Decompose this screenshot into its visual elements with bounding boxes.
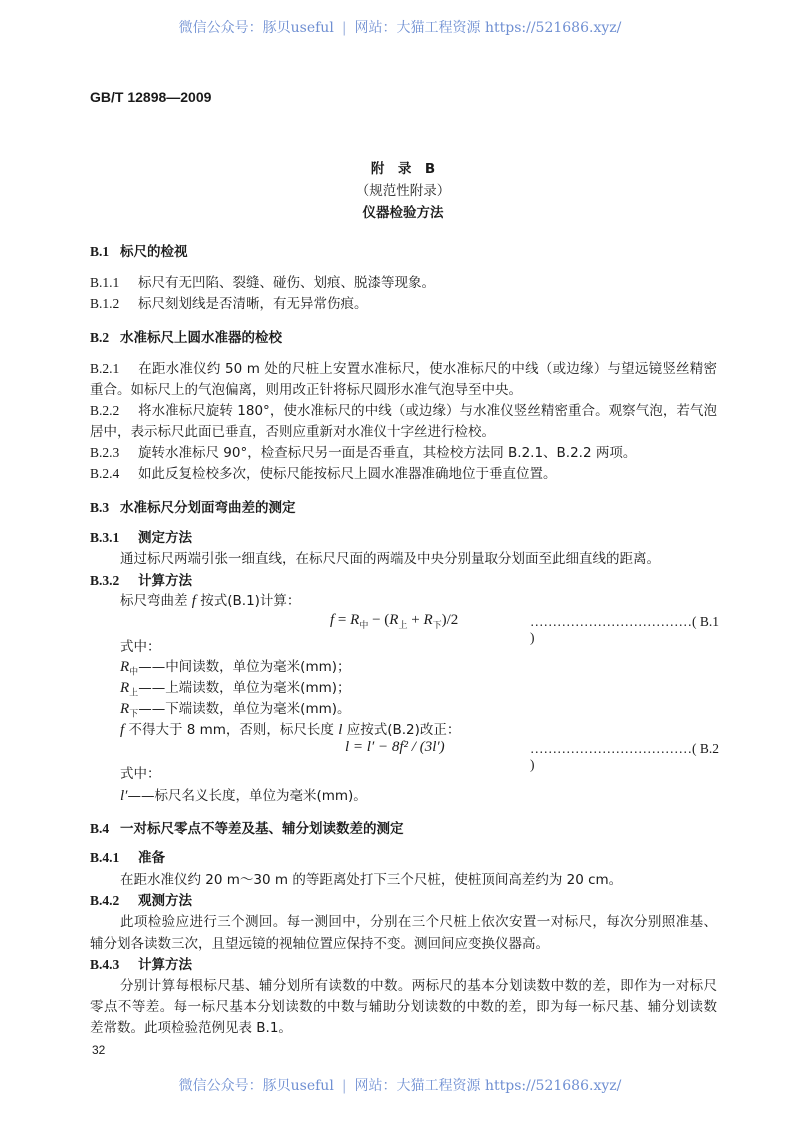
clause-b4-3-line3: 差常数。此项检验范例见表 B.1。 xyxy=(90,1020,292,1036)
clause-b4-3-line1: 分别计算每根标尺基、辅分划所有读数的中数。两标尺的基本分划读数中数的差，即作为一对标尺 xyxy=(120,978,717,994)
clause-b2-1-line2: 重合。如标尺上的气泡偏离，则用改正针将标尺圆形水准气泡导至中央。 xyxy=(90,382,522,398)
section-title: 水准标尺上圆水准器的检校 xyxy=(120,330,282,346)
clause-number: B.2.3 xyxy=(90,445,120,460)
watermark-website: 网站：大猫工程资源 https://521686.xyz/ xyxy=(354,20,622,36)
limit-text xyxy=(120,721,717,739)
clause-number: B.2.1 xyxy=(90,361,120,376)
clause-b3-2-heading xyxy=(90,572,717,590)
definition: ——中间读数，单位为毫米(mm)； xyxy=(138,659,351,675)
op: + xyxy=(407,612,424,628)
def-l-prime xyxy=(120,787,717,805)
clause-number: B.3.2 xyxy=(90,573,120,588)
clause-number: B.4.3 xyxy=(90,957,120,972)
symbol-f: f xyxy=(120,722,125,738)
symbol-f: f xyxy=(191,593,196,609)
watermark-website: 网站：大猫工程资源 https://521686.xyz/ xyxy=(354,1078,622,1094)
appendix-type: （规范性附录） xyxy=(355,183,451,199)
section-b1-heading xyxy=(90,243,717,261)
clause-title: 测定方法 xyxy=(138,530,192,546)
watermark-separator: | xyxy=(341,1078,347,1094)
sub: 中 xyxy=(359,620,369,630)
clause-title: 计算方法 xyxy=(138,957,192,973)
text: 应按式(B.2)改正： xyxy=(342,722,461,738)
symbol: R xyxy=(120,701,130,717)
bending-intro xyxy=(120,592,717,610)
clause-title: 观测方法 xyxy=(138,893,192,909)
watermark-top xyxy=(0,17,800,37)
section-number: B.4 xyxy=(90,821,110,836)
clause-number: B.4.2 xyxy=(90,893,120,908)
symbol: R xyxy=(120,680,130,696)
f: f xyxy=(330,612,335,628)
r: R xyxy=(350,612,360,628)
standard-number: GB/T 12898—2009 xyxy=(90,89,212,105)
section-title: 一对标尺零点不等差及基、辅分划读数差的测定 xyxy=(120,821,404,837)
watermark-separator: | xyxy=(341,20,347,36)
clause-text: 在距水准仪约 50 m 处的尺桩上安置水准标尺，使水准标尺的中线（或边缘）与望远镜竖丝精密 xyxy=(138,361,717,377)
clause-b4-2-line2: 辅分划各读数三次，且望远镜的视轴位置应保持不变。测回间应变换仪器高。 xyxy=(90,936,549,952)
clause-number: B.4.1 xyxy=(90,850,120,865)
section-number: B.2 xyxy=(90,330,110,345)
clause-b2-1-line1 xyxy=(90,360,717,378)
clause-text: 将水准标尺旋转 180°，使水准标尺的中线（或边缘）与水准仪竖丝精密重合。观察气泡，若气泡 xyxy=(138,403,717,419)
clause-number: B.2.2 xyxy=(90,403,120,418)
section-number: B.3 xyxy=(90,500,110,515)
appendix-title: 附 录 B xyxy=(370,161,436,177)
clause-b4-1-text: 在距水准仪约 20 m～30 m 的等距离处打下三个尺桩，使桩顶间高差约为 20 cm。 xyxy=(120,872,623,888)
page-number: 32 xyxy=(92,1043,106,1057)
section-number: B.1 xyxy=(90,244,110,259)
section-b3-heading xyxy=(90,499,717,517)
appendix-name: 仪器检验方法 xyxy=(362,205,444,221)
watermark-wechat: 微信公众号：豚贝useful xyxy=(178,20,334,36)
clause-text: 标尺刻划线是否清晰，有无异常伤痕。 xyxy=(138,296,368,312)
equation-number: ( B.2 ) xyxy=(530,741,719,772)
clause-text: 标尺有无凹陷、裂缝、碰伤、划痕、脱漆等现象。 xyxy=(138,275,435,291)
text: 不得大于 8 mm，否则，标尺长度 xyxy=(124,722,339,738)
op: − ( xyxy=(368,612,390,628)
clause-title: 计算方法 xyxy=(138,573,192,589)
r: R xyxy=(423,612,433,628)
clause-b2-4 xyxy=(90,465,717,483)
section-title: 标尺的检视 xyxy=(120,244,188,260)
r: R xyxy=(389,612,399,628)
sub: 下 xyxy=(129,709,139,720)
watermark-bottom xyxy=(0,1075,800,1095)
clause-b4-2-heading xyxy=(90,892,717,910)
definition: ——上端读数，单位为毫米(mm)； xyxy=(138,680,351,696)
clause-number: B.1.2 xyxy=(90,296,120,311)
clause-b4-2-line1: 此项检验应进行三个测回。每一测回中，分别在三个尺桩上依次安置一对标尺，每次分别照准基、 xyxy=(120,914,717,930)
text: 标尺弯曲差 xyxy=(120,593,192,609)
clause-text: 如此反复检校多次，使标尺能按标尺上圆水准器准确地位于垂直位置。 xyxy=(138,466,557,482)
clause-b4-3-heading xyxy=(90,956,717,974)
clause-number: B.2.4 xyxy=(90,466,120,481)
clause-b2-2-line2: 居中，表示标尺此面已垂直，否则应重新对水准仪十字丝进行检校。 xyxy=(90,424,495,440)
sub: 下 xyxy=(432,620,442,630)
clause-b4-3-line2: 零点不等差。每一标尺基本分划读数的中数与辅助分划读数的中数的差，即为每一标尺基、辅分划读数 xyxy=(90,999,717,1015)
leader-dots: ……………………………… xyxy=(530,741,692,756)
clause-b1-2 xyxy=(90,295,717,313)
symbol: l′ xyxy=(120,788,128,804)
section-b2-heading xyxy=(90,329,717,347)
symbol: R xyxy=(120,659,130,675)
clause-number: B.3.1 xyxy=(90,530,120,545)
clause-b1-1 xyxy=(90,274,717,292)
clause-b3-1-text: 通过标尺两端引张一细直线，在标尺尺面的两端及中央分别量取分划面至此细直线的距离。 xyxy=(120,551,660,567)
clause-text: 旋转水准标尺 90°，检查标尺另一面是否垂直，其检校方法同 B.2.1、B.2.2 两项。 xyxy=(138,445,637,461)
where-label-2: 式中： xyxy=(120,766,161,782)
clause-b4-1-heading xyxy=(90,849,717,867)
formula-b1 xyxy=(330,612,458,631)
clause-b2-2-line1 xyxy=(90,402,717,420)
formula-b2: l = l′ − 8f² / (3l′) xyxy=(345,739,445,755)
symbol-l: l xyxy=(338,722,343,738)
clause-b2-3 xyxy=(90,444,717,462)
definition: ——下端读数，单位为毫米(mm)。 xyxy=(138,701,351,717)
sub: 上 xyxy=(129,688,139,699)
section-title: 水准标尺分划面弯曲差的测定 xyxy=(120,500,296,516)
op: )/2 xyxy=(441,612,459,628)
clause-title: 准备 xyxy=(138,850,165,866)
equation-number: ( B.1 ) xyxy=(530,614,719,645)
watermark-wechat: 微信公众号：豚贝useful xyxy=(178,1078,334,1094)
eq: = xyxy=(334,612,351,628)
clause-b3-1-heading xyxy=(90,529,717,547)
section-b4-heading xyxy=(90,820,717,838)
sub: 上 xyxy=(398,620,408,630)
definition: ——标尺名义长度，单位为毫米(mm)。 xyxy=(127,788,367,804)
leader-dots: ……………………………… xyxy=(530,614,692,629)
sub: 中 xyxy=(129,667,139,678)
where-label: 式中： xyxy=(120,639,161,655)
text: 按式(B.1)计算： xyxy=(195,593,301,609)
clause-number: B.1.1 xyxy=(90,275,120,290)
